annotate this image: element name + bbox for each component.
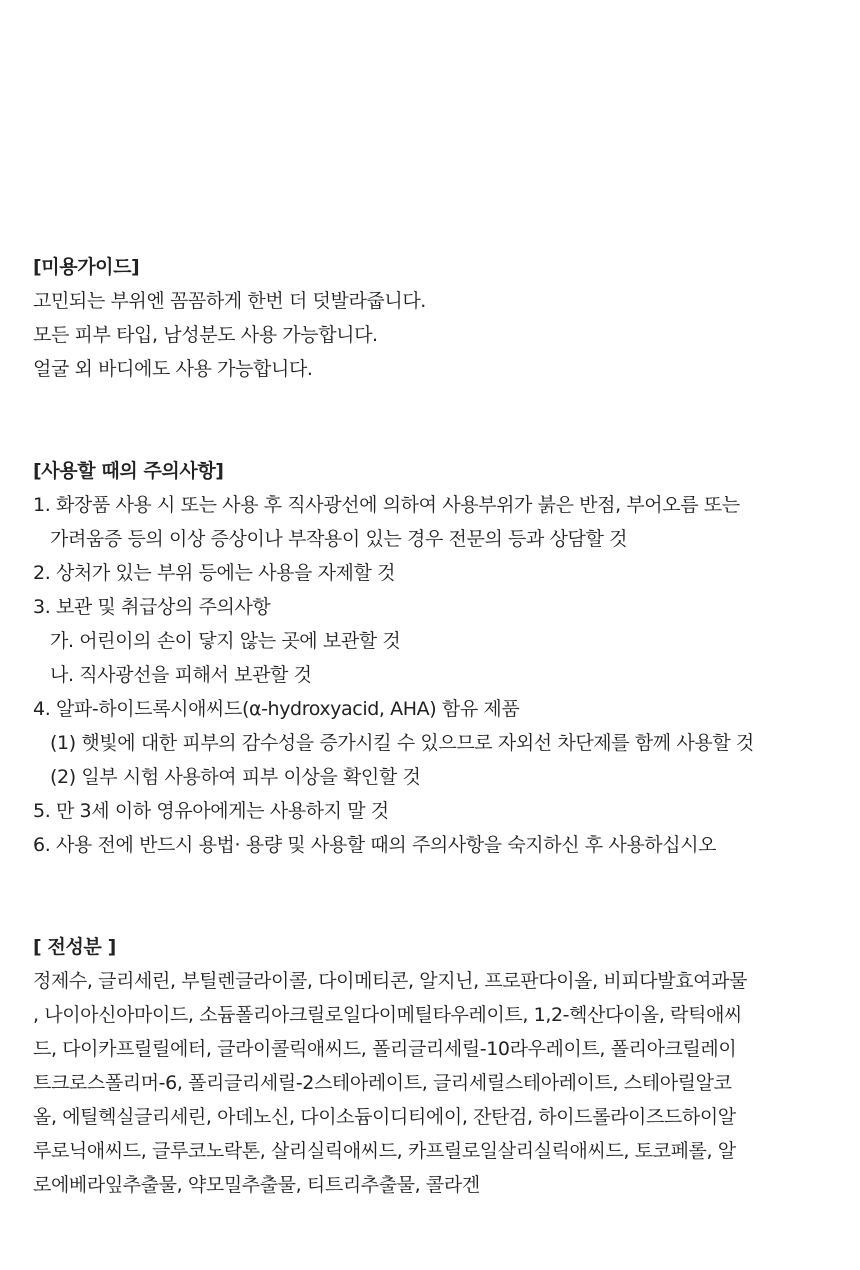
caution-line: 6. 사용 전에 반드시 용법· 용량 및 사용할 때의 주의사항을 숙지하신 후 사용하십시오 xyxy=(33,834,717,856)
ingredients-line: 올, 에틸헥실글리세린, 아데노신, 다이소듐이디티에이, 잔탄검, 하이드롤라이즈드하이알 xyxy=(33,1106,736,1128)
caution-line: 2. 상처가 있는 부위 등에는 사용을 자제할 것 xyxy=(33,562,396,584)
caution-line: 4. 알파-하이드록시애씨드(α-hydroxyacid, AHA) 함유 제품 xyxy=(33,698,520,720)
ingredients-line: 로에베라잎추출물, 약모밀추출물, 티트리추출물, 콜라겐 xyxy=(33,1174,480,1196)
guide-line: 고민되는 부위엔 꼼꼼하게 한번 더 덧발라줍니다. xyxy=(33,290,426,312)
caution-line: 5. 만 3세 이하 영유아에게는 사용하지 말 것 xyxy=(33,800,389,822)
caution-line: 3. 보관 및 취급상의 주의사항 xyxy=(33,596,271,618)
ingredients-line: 루로닉애씨드, 글루코노락톤, 살리실릭애씨드, 카프릴로일살리실릭애씨드, 토코페롤, 알 xyxy=(33,1140,736,1162)
guide-line: 모든 피부 타입, 남성분도 사용 가능합니다. xyxy=(33,324,378,346)
cautions-section xyxy=(33,454,833,862)
ingredients-heading: [ 전성분 ] xyxy=(33,936,116,958)
beauty-guide-heading: [미용가이드] xyxy=(33,256,140,278)
beauty-guide-section xyxy=(33,250,833,386)
document-body xyxy=(33,250,833,1270)
caution-line: 1. 화장품 사용 시 또는 사용 후 직사광선에 의하여 사용부위가 붉은 반점, 부어오름 또는 xyxy=(33,494,740,516)
caution-line: 가려움증 등의 이상 증상이나 부작용이 있는 경우 전문의 등과 상담할 것 xyxy=(50,528,628,550)
ingredients-section xyxy=(33,930,833,1202)
caution-line: (2) 일부 시험 사용하여 피부 이상을 확인할 것 xyxy=(50,766,421,788)
ingredients-line: 정제수, 글리세린, 부틸렌글라이콜, 다이메티콘, 알지닌, 프로판다이올, 비피다발효여과물 xyxy=(33,970,748,992)
caution-line: (1) 햇빛에 대한 피부의 감수성을 증가시킬 수 있으므로 자외선 차단제를 함께 사용할 것 xyxy=(50,732,754,754)
ingredients-line: 드, 다이카프릴릴에터, 글라이콜릭애씨드, 폴리글리세릴-10라우레이트, 폴리아크릴레이 xyxy=(33,1038,737,1060)
caution-line: 나. 직사광선을 피해서 보관할 것 xyxy=(50,664,312,686)
guide-line: 얼굴 외 바디에도 사용 가능합니다. xyxy=(33,358,313,380)
ingredients-line: , 나이아신아마이드, 소듐폴리아크릴로일다이메틸타우레이트, 1,2-헥산다이올, 락틱애씨 xyxy=(33,1004,742,1026)
ingredients-line: 트크로스폴리머-6, 폴리글리세릴-2스테아레이트, 글리세릴스테아레이트, 스테아릴알코 xyxy=(33,1072,732,1094)
cautions-heading: [사용할 때의 주의사항] xyxy=(33,460,224,482)
caution-line: 가. 어린이의 손이 닿지 않는 곳에 보관할 것 xyxy=(50,630,401,652)
